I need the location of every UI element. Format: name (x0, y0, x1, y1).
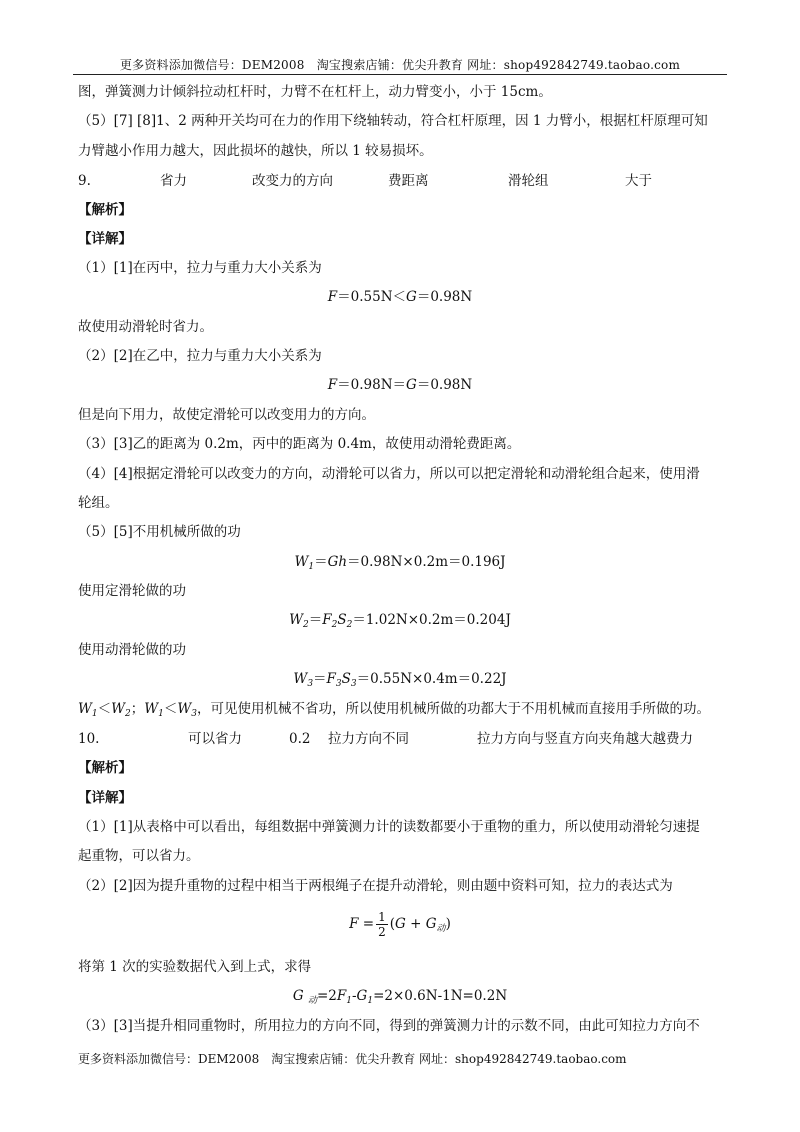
formula-6: F = $\frac{1}{2}$ $(G + G_动)$ (349, 910, 451, 939)
text-line: 力臂越小作用力越大，因此损坏的越快，所以 1 较易损坏。 (78, 143, 433, 159)
q9-answer-1: 省力 (160, 173, 187, 189)
q10-answer-4: 拉力方向与竖直方向夹角越大越费力 (477, 731, 693, 747)
text-line: （3）[3]当提升相同重物时，所用拉力的方向不同，得到的弹簧测力计的示数不同，由此可知拉力方向不 (78, 1018, 700, 1034)
page-footer: 更多资料添加微信号：DEM2008 淘宝搜索店铺：优尖升教育 网址：shop492842749.taobao.com (78, 1052, 627, 1066)
text-line: （5）[5]不用机械所做的功 (78, 524, 241, 540)
text-line: 起重物，可以省力。 (78, 848, 200, 864)
text-line: （4）[4]根据定滑轮可以改变力的方向，动滑轮可以省力，所以可以把定滑轮和动滑轮组合起来，使用滑 (78, 466, 700, 482)
text-line: （2）[2]因为提升重物的过程中相当于两根绳子在提升动滑轮，则由题中资料可知，拉力的表达式为 (78, 878, 673, 894)
text-line: 使用定滑轮做的功 (78, 583, 186, 599)
text-line: （1）[1]在丙中，拉力与重力大小关系为 (78, 260, 322, 276)
formula-4: $W_2=F_2S_2=1.02N\times 0.2m=0.204J$ (289, 612, 511, 630)
text-line: （2）[2]在乙中，拉力与重力大小关系为 (78, 348, 322, 364)
text-line: （5）[7] [8]1、2 两种开关均可在力的作用下绕轴转动，符合杠杆原理，因 1 力臂小，根据杠杆原理可知 (78, 113, 708, 129)
text-line: （1）[1]从表格中可以看出，每组数据中弹簧测力计的读数都要小于重物的重力，所以使用动滑轮匀速提 (78, 819, 700, 835)
text-line: 图，弹簧测力计倾斜拉动杠杆时，力臂不在杠杆上，动力臂变小，小于 15cm。 (78, 84, 552, 100)
formula-1: F＝0.55N＜G＝0.98N (327, 289, 473, 305)
header-divider (73, 74, 727, 75)
q9-answer-2: 改变力的方向 (252, 173, 333, 189)
formula-3: $W_1=Gh=0.98N\times 0.2m=0.196J$ (294, 554, 506, 572)
text-line: 但是向下用力，故使定滑轮可以改变用力的方向。 (78, 407, 375, 423)
text-line: $W_1<W_2$；$W_1<W_3$，可见使用机械不省功，所以使用机械所做的功都大于不用机械而直接用手所做的功。 (78, 701, 710, 719)
text-line: 使用动滑轮做的功 (78, 642, 186, 658)
text-line: （3）[3]乙的距离为 0.2m，丙中的距离为 0.4m，故使用动滑轮费距离。 (78, 436, 521, 452)
text-line: 轮组。 (78, 495, 119, 511)
analysis-heading: 【解析】 (78, 760, 132, 776)
q9-answer-4: 滑轮组 (508, 173, 549, 189)
page-header: 更多资料添加微信号：DEM2008 淘宝搜索店铺：优尖升教育 网址：shop492842749.taobao.com (119, 58, 681, 72)
q10-answer-3: 拉力方向不同 (328, 731, 409, 747)
q10-answer-2: 0.2 (289, 731, 311, 747)
formula-7: G $_动=2F_1-G_1=2\times 0.6N-1N=0.2N$ (292, 988, 508, 1006)
text-line: 将第 1 次的实验数据代入到上式，求得 (78, 959, 312, 975)
question-10-number: 10. (78, 731, 100, 747)
text-line: 故使用动滑轮时省力。 (78, 319, 213, 335)
detail-heading: 【详解】 (78, 231, 132, 247)
q9-answer-3: 费距离 (388, 173, 429, 189)
q9-answer-5: 大于 (625, 173, 652, 189)
q10-answer-1: 可以省力 (188, 731, 242, 747)
formula-2: F＝0.98N＝G＝0.98N (327, 377, 473, 393)
question-9-number: 9. (78, 173, 91, 189)
detail-heading: 【详解】 (78, 790, 132, 806)
formula-5: $W_3=F_3S_3=0.55N\times 0.4m=0.22J$ (293, 671, 507, 689)
analysis-heading: 【解析】 (78, 202, 132, 218)
